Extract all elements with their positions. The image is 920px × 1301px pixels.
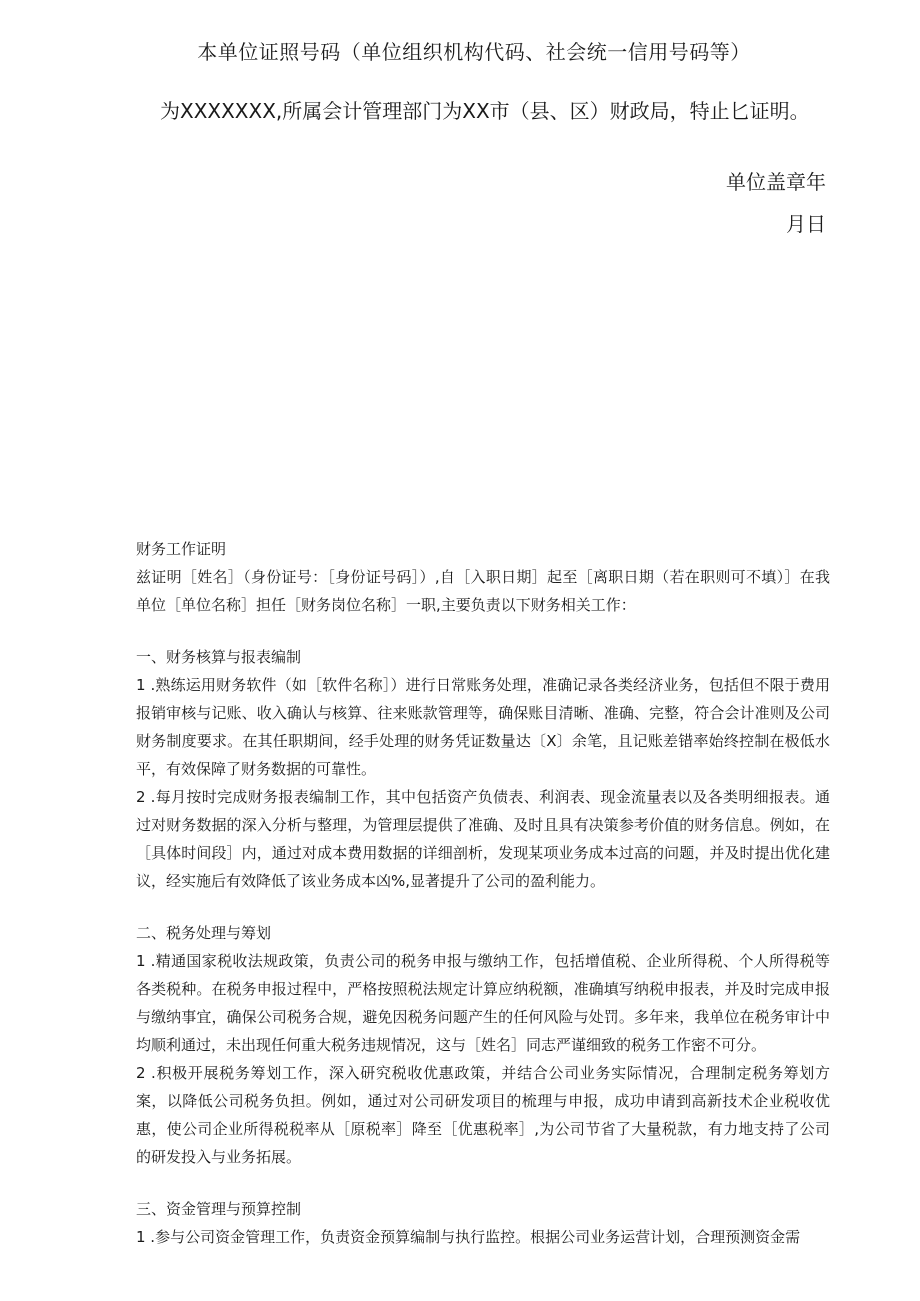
certificate-body [136, 535, 830, 1251]
dept-line: 为XXXXXXX,所属会计管理部门为XX市（县、区）财政局，特止匕证明。 [160, 99, 810, 123]
certificate-intro: 兹证明［姓名］（身份证号：［身份证号码］）,自［入职日期］起至［离职日期（若在职则可不填）］在我单位［单位名称］担任［财务岗位名称］一职,主要负责以下财务相关工作： [136, 568, 830, 614]
certificate-title: 财务工作证明 [136, 540, 227, 558]
section-title: 二、税务处理与筹划 [136, 924, 272, 942]
date-line: 月日 [786, 212, 826, 236]
section-item: 1 .精通国家税收法规政策，负责公司的税务申报与缴纳工作，包括增值税、企业所得税、个人所得税等各类税种。在税务申报过程中，严格按照税法规定计算应纳税额，准确填写纳税申报表，并及时完成申报与缴纳事宜，确保公司税务合规，避免因税务问题产生的任何风险与处罚。多年来，我单位在税务审计中均顺利通过，未出现任何重大税务违规情况，这与［姓名］同志严谨细致的税务工作密不可分。 [136, 952, 830, 1054]
section-title: 一、财务核算与报表编制 [136, 648, 302, 666]
section-title: 三、资金管理与预算控制 [136, 1200, 302, 1218]
section-item: 2 .每月按时完成财务报表编制工作，其中包括资产负债表、利润表、现金流量表以及各类明细报表。通过对财务数据的深入分析与整理，为管理层提供了准确、及时且具有决策参考价值的财务信息。例如，在［具体时间段］内，通过对成本费用数据的详细剖析，发现某项业务成本过高的问题，并及时提出优化建议，经实施后有效降低了该业务成本凶%,显著提升了公司的盈利能力。 [136, 788, 830, 890]
seal-line: 单位盖章年 [726, 170, 826, 194]
section-item: 1 .熟练运用财务软件（如［软件名称］）进行日常账务处理，准确记录各类经济业务，包括但不限于费用报销审核与记账、收入确认与核算、往来账款管理等，确保账目清晰、准确、完整，符合会计准则及公司财务制度要求。在其任职期间，经手处理的财务凭证数量达〔X〕余笔，且记账差错率始终控制在极低水平，有效保障了财务数据的可靠性。 [136, 676, 830, 778]
section-item: 1 .参与公司资金管理工作，负责资金预算编制与执行监控。根据公司业务运营计划，合理预测资金需 [136, 1228, 801, 1246]
section-item: 2 .积极开展税务筹划工作，深入研究税收优惠政策，并结合公司业务实际情况，合理制定税务筹划方案，以降低公司税务负担。例如，通过对公司研发项目的梳理与申报，成功申请到高新技术企业税收优惠，使公司企业所得税税率从［原税率］降至［优惠税率］,为公司节省了大量税款，有力地支持了公司的研发投入与业务拓展。 [136, 1064, 830, 1166]
id-line: 本单位证照号码（单位组织机构代码、社会统一信用号码等） [197, 40, 751, 64]
